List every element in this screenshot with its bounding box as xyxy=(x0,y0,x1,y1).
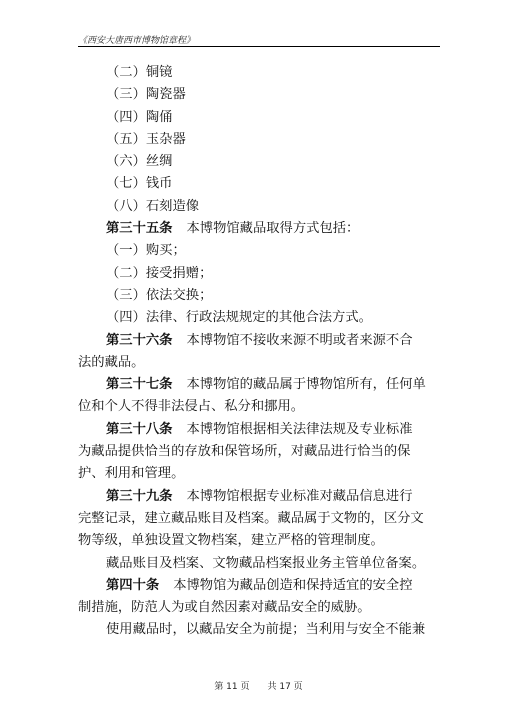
article-label: 第三十五条 xyxy=(106,221,173,237)
article-text: 本博物馆根据专业标准对藏品信息进行 xyxy=(186,488,413,504)
article-35 xyxy=(78,218,440,240)
article-36 xyxy=(78,330,440,352)
article-text: 本博物馆为藏品创造和保持适宜的安全控 xyxy=(173,577,413,593)
list-item: （三）陶瓷器 xyxy=(106,87,186,103)
article-text-continued: 为藏品提供恰当的存放和保管场所，对藏品进行恰当的保 xyxy=(78,444,411,460)
article-label: 第三十六条 xyxy=(106,332,173,348)
article-label: 第三十八条 xyxy=(106,421,173,437)
article-text-continued: 护、利用和管理。 xyxy=(78,466,185,482)
list-item: （三）依法交换； xyxy=(106,287,213,303)
list-item: （八）石刻造像 xyxy=(106,198,200,214)
list-item: （一）购买； xyxy=(106,243,186,259)
page-number: 第 11 页 xyxy=(214,682,250,692)
document-header-title: 《西安大唐西市博物馆章程》 xyxy=(78,36,196,46)
list-item: （二）铜镜 xyxy=(106,65,173,80)
list-item: （二）接受捐赠； xyxy=(106,265,213,281)
page-total: 共 17 页 xyxy=(267,682,303,692)
article-37 xyxy=(78,374,440,396)
list-item: （七）钱币 xyxy=(106,176,173,192)
article-label: 第三十七条 xyxy=(106,377,173,393)
paragraph: 使用藏品时，以藏品安全为前提；当利用与安全不能兼 xyxy=(106,622,426,638)
list-item: （四）法律、行政法规规定的其他合法方式。 xyxy=(106,310,372,326)
article-39 xyxy=(78,486,440,508)
list-item: （五）玉杂器 xyxy=(106,131,186,147)
list-item: （四）陶俑 xyxy=(106,109,173,125)
article-text-continued: 制措施，防范人为或自然因素对藏品安全的威胁。 xyxy=(78,600,371,616)
article-label: 第三十九条 xyxy=(106,488,173,504)
article-text-continued: 位和个人不得非法侵占、私分和挪用。 xyxy=(78,399,305,415)
header-divider xyxy=(78,46,440,47)
list-item: （六）丝绸 xyxy=(106,154,173,170)
article-text-continued: 完整记录，建立藏品账目及档案。藏品属于文物的，区分文 xyxy=(78,510,424,526)
article-40 xyxy=(78,575,440,597)
article-text: 本博物馆的藏品属于博物馆所有，任何单 xyxy=(186,377,426,393)
document-body xyxy=(78,62,440,642)
article-text-continued: 法的藏品。 xyxy=(78,354,145,370)
page-footer xyxy=(0,679,517,692)
article-text: 本博物馆藏品取得方式包括： xyxy=(186,221,360,237)
article-text: 本博物馆根据相关法律法规及专业标准 xyxy=(186,421,413,437)
article-38 xyxy=(78,419,440,441)
article-label: 第四十条 xyxy=(106,577,160,593)
article-text: 本博物馆不接收来源不明或者来源不合 xyxy=(186,332,413,348)
paragraph: 藏品账目及档案、文物藏品档案报业务主管单位备案。 xyxy=(106,555,426,571)
article-text-continued: 物等级，单独设置文物档案，建立严格的管理制度。 xyxy=(78,533,384,549)
